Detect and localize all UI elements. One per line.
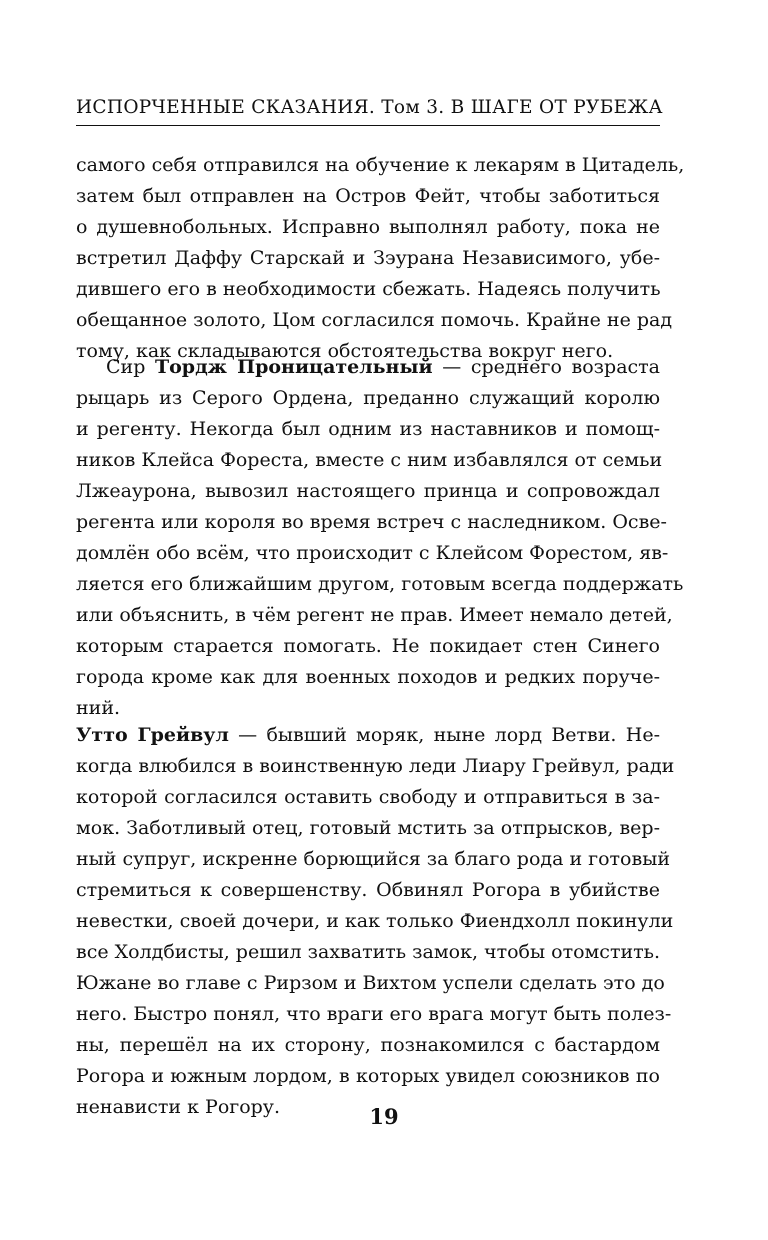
text-line: него. Быстро понял, что враги его врага могут быть полез- <box>76 1003 672 1025</box>
text-line: ний. <box>76 697 121 719</box>
paragraph-2 <box>76 352 684 724</box>
text-line: стремиться к совершенству. Обвинял Рогора в убийстве <box>76 879 660 901</box>
text-line: или объяснить, в чём регент не прав. Имеет немало детей, <box>76 604 673 626</box>
running-head: ИСПОРЧЕННЫЕ СКАЗАНИЯ. Том 3. В ШАГЕ ОТ РУБЕЖА <box>76 97 663 118</box>
character-name-utto: Утто Грейвул <box>76 724 229 746</box>
text-line: когда влюбился в воинственную леди Лиару Грейвул, ради <box>76 755 675 777</box>
text-line: все Холдбисты, решил захватить замок, чтобы отомстить. <box>76 941 661 963</box>
text-line: невестки, своей дочери, и как только Фиендхолл покинули <box>76 910 674 932</box>
paragraph-3-line-1 <box>76 720 660 751</box>
header-rule <box>76 125 660 126</box>
text-line: домлён обо всём, что происходит с Клейсом Форестом, яв- <box>76 542 669 564</box>
text-line: затем был отправлен на Остров Фейт, чтобы заботиться <box>76 185 660 207</box>
paragraph-2-prefix: Сир <box>106 356 155 378</box>
paragraph-2-line-1-rest: — среднего возраста <box>432 356 661 378</box>
text-line: встретил Даффу Старскай и Зэурана Независимого, убе- <box>76 247 660 269</box>
text-line: ненависти к Рогору. <box>76 1096 281 1118</box>
text-line: Лжеаурона, вывозил настоящего принца и сопровождал <box>76 480 660 502</box>
text-line: о душевнобольных. Исправно выполнял работу, пока не <box>76 216 660 238</box>
text-line: Южане во главе с Рирзом и Вихтом успели сделать это до <box>76 972 665 994</box>
paragraph-3 <box>76 720 675 1123</box>
text-line: ников Клейса Фореста, вместе с ним избавлялся от семьи <box>76 449 663 471</box>
text-line: мок. Заботливый отец, готовый мстить за отпрысков, вер- <box>76 817 660 839</box>
text-line: и регенту. Некогда был одним из наставников и помощ- <box>76 418 660 440</box>
text-line: Рогора и южным лордом, в которых увидел союзников по <box>76 1065 660 1087</box>
text-line: которым старается помогать. Не покидает стен Синего <box>76 635 660 657</box>
paragraph-2-line-1 <box>76 352 660 383</box>
text-line: ны, перешёл на их сторону, познакомился с бастардом <box>76 1034 660 1056</box>
text-line: тому, как складываются обстоятельства вокруг него. <box>76 340 614 362</box>
text-line: рыцарь из Серого Ордена, преданно служащий королю <box>76 387 660 409</box>
paragraph-3-line-1-rest: — бывший моряк, ныне лорд Ветви. Не- <box>228 724 660 746</box>
text-line: дившего его в необходимости сбежать. Надеясь получить <box>76 278 661 300</box>
text-line: города кроме как для военных походов и редких поруче- <box>76 666 660 688</box>
text-line: обещанное золото, Цом согласился помочь. Крайне не рад <box>76 309 673 331</box>
text-line: ляется его ближайшим другом, готовым всегда поддержать <box>76 573 684 595</box>
text-line: регента или короля во время встреч с наследником. Осве- <box>76 511 667 533</box>
page-number: 19 <box>369 1104 399 1129</box>
character-name-tordzh: Тордж Проницательный <box>155 356 433 378</box>
text-line: самого себя отправился на обучение к лекарям в Цитадель, <box>76 154 685 176</box>
text-line: которой согласился оставить свободу и отправиться в за- <box>76 786 660 808</box>
text-line: ный супруг, искренне борющийся за благо рода и готовый <box>76 848 670 870</box>
